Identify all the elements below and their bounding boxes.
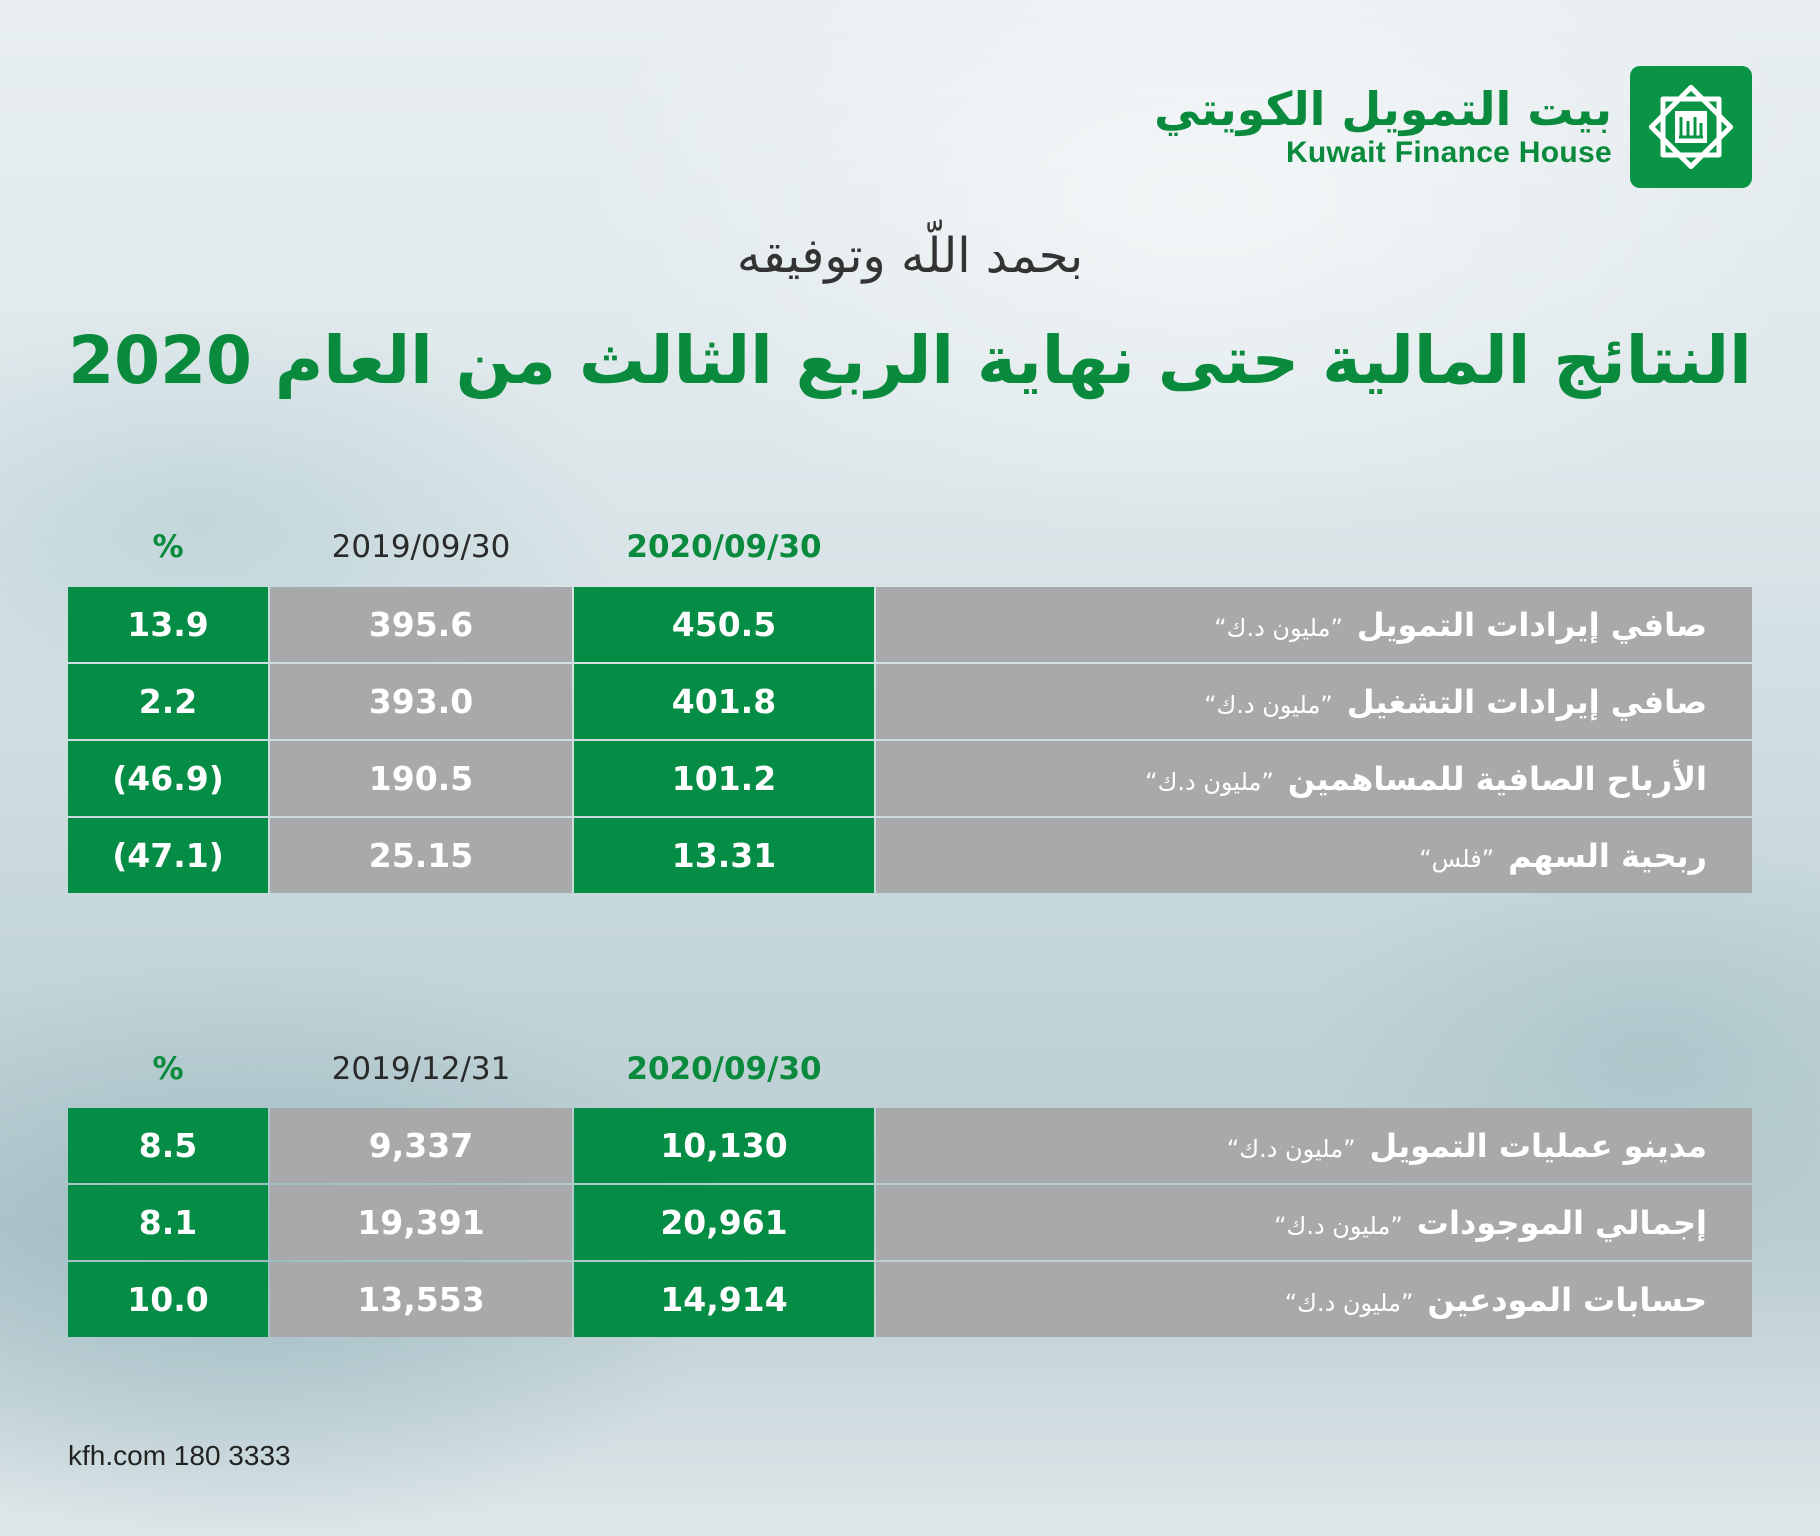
row-unit: ”مليون د.ك“ xyxy=(1204,691,1333,719)
row-label: صافي إيرادات التمويل xyxy=(1356,606,1707,644)
pct-cell: 8.1 xyxy=(68,1185,268,1260)
row-unit: ”مليون د.ك“ xyxy=(1214,614,1343,642)
table2-header-pct: % xyxy=(152,1051,184,1087)
row-label-cell xyxy=(876,1185,1752,1260)
footer-contact: kfh.com 180 3333 xyxy=(68,1440,291,1471)
tagline: بحمد اللّه وتوفيقه xyxy=(736,228,1084,284)
pct-cell: 10.0 xyxy=(68,1262,268,1337)
table2-header-previous: 2019/12/31 xyxy=(331,1051,511,1087)
current-value-cell: 20,961 xyxy=(574,1185,874,1260)
row-label: حسابات المودعين xyxy=(1427,1281,1707,1319)
brand-text xyxy=(1154,83,1612,171)
table-row xyxy=(68,664,1752,739)
row-label-cell xyxy=(876,1262,1752,1337)
row-label: الأرباح الصافية للمساهمين xyxy=(1287,760,1707,798)
pct-cell: (47.1) xyxy=(68,818,268,893)
pct-cell: 13.9 xyxy=(68,587,268,662)
row-label-cell xyxy=(876,818,1752,893)
previous-value-cell: 9,337 xyxy=(270,1108,572,1183)
table-row xyxy=(68,587,1752,662)
row-unit: ”مليون د.ك“ xyxy=(1226,1135,1356,1163)
page-headline: النتائج المالية حتى نهاية الربع الثالث من العام 2020 xyxy=(68,322,1752,399)
previous-value-cell: 190.5 xyxy=(270,741,572,816)
table2-header-current: 2020/09/30 xyxy=(626,1051,822,1087)
pct-cell: 2.2 xyxy=(68,664,268,739)
brand-name-arabic: بيت التمويل الكويتي xyxy=(1154,82,1612,136)
table-row xyxy=(68,818,1752,893)
previous-value-cell: 19,391 xyxy=(270,1185,572,1260)
brand-name-english: Kuwait Finance House xyxy=(1285,136,1612,169)
row-unit: ”مليون د.ك“ xyxy=(1284,1289,1414,1317)
row-label-cell xyxy=(876,587,1752,662)
table1-header-current: 2020/09/30 xyxy=(626,529,822,565)
table1-header-previous: 2019/09/30 xyxy=(331,529,511,565)
previous-value-cell: 13,553 xyxy=(270,1262,572,1337)
row-label: إجمالي الموجودات xyxy=(1416,1204,1707,1242)
table-row xyxy=(68,1262,1752,1337)
row-label: صافي إيرادات التشغيل xyxy=(1346,683,1707,721)
row-label-cell xyxy=(876,664,1752,739)
row-unit: ”مليون د.ك“ xyxy=(1145,768,1274,796)
previous-value-cell: 25.15 xyxy=(270,818,572,893)
previous-value-cell: 395.6 xyxy=(270,587,572,662)
current-value-cell: 101.2 xyxy=(574,741,874,816)
row-label: مدينو عمليات التمويل xyxy=(1369,1127,1707,1165)
row-unit: ”مليون د.ك“ xyxy=(1274,1212,1403,1240)
kfh-logo-icon xyxy=(1630,66,1752,188)
table-row xyxy=(68,1185,1752,1260)
row-label-cell xyxy=(876,741,1752,816)
row-unit: ”فلس“ xyxy=(1419,845,1495,873)
pct-cell: (46.9) xyxy=(68,741,268,816)
current-value-cell: 14,914 xyxy=(574,1262,874,1337)
current-value-cell: 10,130 xyxy=(574,1108,874,1183)
table-row xyxy=(68,1108,1752,1183)
brand-block xyxy=(1154,66,1752,188)
current-value-cell: 401.8 xyxy=(574,664,874,739)
row-label-cell xyxy=(876,1108,1752,1183)
current-value-cell: 450.5 xyxy=(574,587,874,662)
balance-sheet-table xyxy=(68,1108,1752,1339)
table1-header-pct: % xyxy=(152,529,184,565)
table-row xyxy=(68,741,1752,816)
row-label: ربحية السهم xyxy=(1508,837,1707,875)
pct-cell: 8.5 xyxy=(68,1108,268,1183)
income-results-table xyxy=(68,587,1752,895)
previous-value-cell: 393.0 xyxy=(270,664,572,739)
current-value-cell: 13.31 xyxy=(574,818,874,893)
